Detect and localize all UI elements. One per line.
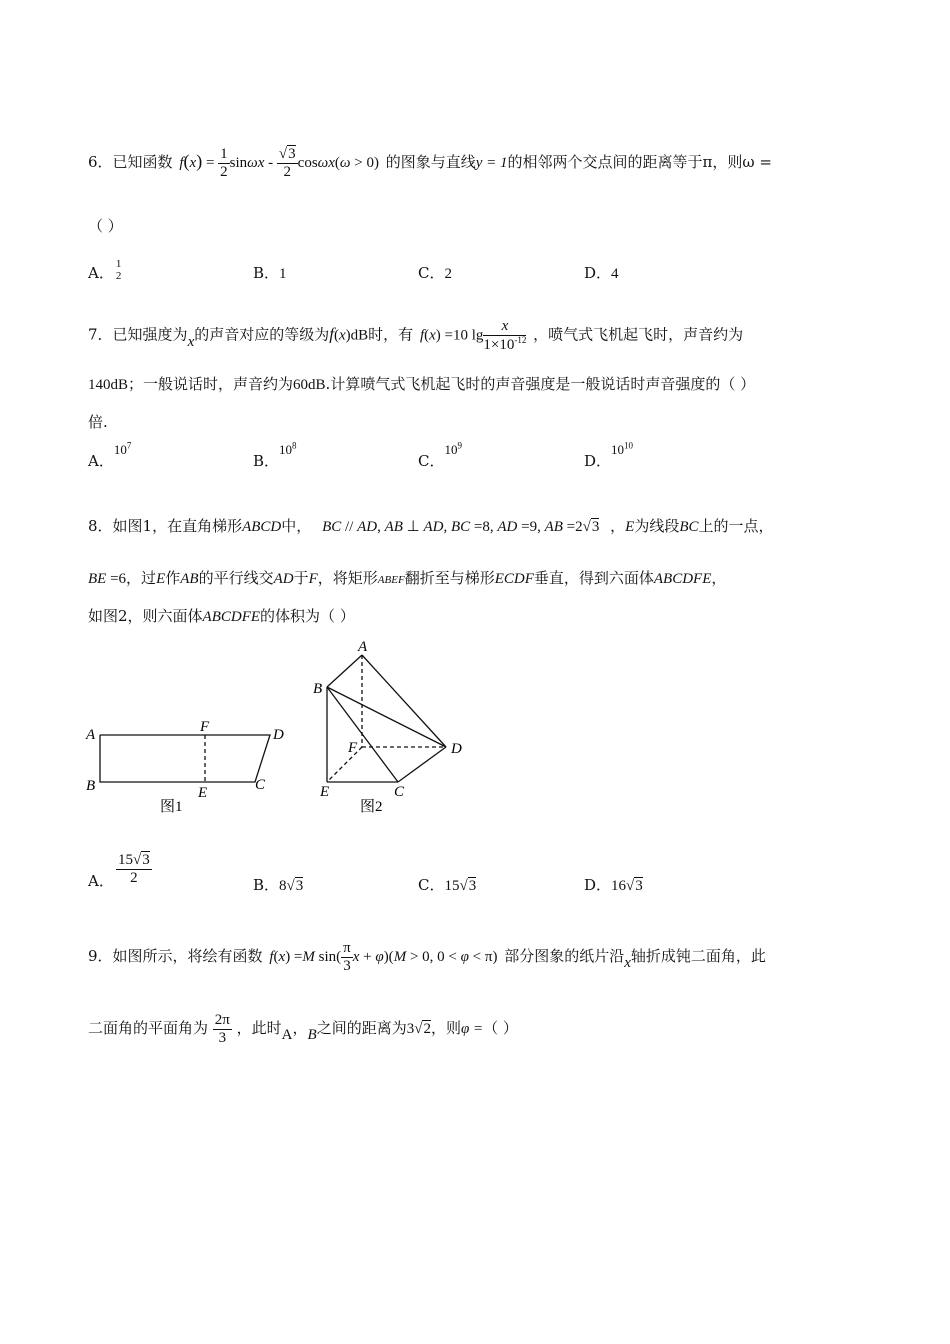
fig1-label-f: F (200, 719, 210, 735)
q7-option-a[interactable]: A．$10^7$ (88, 440, 132, 470)
fig1-label-b: B (86, 778, 96, 794)
fig1-label-d: D (273, 727, 284, 743)
q6-option-a[interactable]: A． 1 2 (88, 258, 122, 283)
fig2-label-f: F (348, 740, 358, 756)
fig2-label-c: C (394, 784, 405, 800)
figure-2 (327, 655, 446, 782)
fig1-label-c: C (255, 777, 266, 793)
figure-1 (100, 735, 270, 782)
fig1-caption: 图1 (160, 799, 183, 815)
q7-line1: 7．已知强度为x的声音对应的等级为f(x)dB时，有 f(x) =10 lg $\frac{x}{1\times 10^{-12}}$ ，喷气式飞机起飞时，声音约为 (88, 318, 744, 353)
q6-line1 (88, 146, 772, 180)
fig2-caption: 图2 (360, 799, 383, 815)
q9-line1: 9．如图所示，将绘有函数 f(x) =M sin( $\frac{\pi}{3}$ x + φ)(M > 0, 0 < φ < π) 部分图象的纸片沿x轴折成钝二面角，此 (88, 940, 766, 974)
fig2-label-b: B (313, 681, 323, 697)
q7-option-d[interactable]: D．$10^{10}$ (584, 440, 634, 470)
q6-middle: 的图象与直线 (385, 153, 476, 171)
q8-line1: 8．如图1，在直角梯形ABCD中， BC // AD, AB ⊥ AD, BC =8, AD =9, AB =2√3 ，E为线段BC上的一点， (88, 517, 774, 535)
q8-option-d[interactable]: D．16√3 (584, 876, 643, 894)
fig2-label-a: A (358, 639, 368, 655)
q9-line2: 二面角的平面角为 $\frac{2\pi}{3}$ ，此时A，B之间的距离为3√2，则φ =（ ） (88, 1012, 518, 1046)
q7-line2: 140dB；一般说话时，声音约为60dB.计算喷气式飞机起飞时的声音强度是一般说话时声音强度的（ ） (88, 375, 756, 393)
q6-option-c[interactable]: C．2 (418, 264, 452, 282)
q6-prefix: 已知函数 (112, 153, 173, 171)
fig1-label-e: E (198, 785, 208, 801)
q6-line-eq: y = 1 (475, 155, 508, 171)
q7-option-c[interactable]: C．$10^9$ (418, 440, 462, 470)
q6-formula: f(x) = $\frac{1}{2}$ sinωx - $\frac{√3}{2}$ cosωx(ω > 0) (179, 146, 379, 180)
q8-option-a[interactable]: A． (88, 872, 114, 890)
q9-formula: f(x) =M sin( $\frac{\pi}{3}$ x + φ)(M > 0, 0 < φ < π) (269, 940, 498, 974)
q9-angle: $\frac{2\pi}{3}$ (214, 1012, 230, 1046)
fig2-label-d: D (451, 741, 462, 757)
q7-line3: 倍. (88, 413, 108, 431)
q8-option-b[interactable]: B．8√3 (253, 876, 304, 894)
q6-option-b[interactable]: B．1 (253, 264, 287, 282)
q6-paren: （ ） (88, 217, 123, 235)
q8-option-c[interactable]: C．15√3 (418, 876, 477, 894)
q7-formula: f(x) =10 lg $\frac{x}{1\times 10^{-12}}$ (419, 318, 527, 353)
q8-line3: 如图2，则六面体ABCDFE的体积为（ ） (88, 607, 355, 625)
q6-option-d[interactable]: D．4 (584, 264, 619, 282)
q8-line2: BE =6，过E作AB的平行线交AD于F，将矩形ABEF翻折至与梯形ECDF垂直，得到六面体ABCDFE， (88, 569, 727, 587)
q6-suffix: 的相邻两个交点间的距离等于π，则ω = (507, 153, 772, 171)
q8-figures (80, 630, 480, 825)
fig1-label-a: A (86, 727, 96, 743)
q7-option-b[interactable]: B．$10^8$ (253, 440, 297, 470)
fig1-trapezoid (100, 735, 270, 782)
q6-number: 6． (88, 153, 113, 171)
fig2-label-e: E (320, 784, 330, 800)
exam-page: 6．已知函数 f(x) = $\frac{1}{2}$ sinωx - $\frac{√3}{2}$ cosωx(ω > 0) 的图象与直线y = 1的相邻两个交点间的距离等于π，则ω = （ ） A． 1 2 B．1 C．2 D．4 7．已知强度为x的声音对应的等级为f(x)dB时，有 f(x) =10 lg $\frac{x}{1\times 10^{-12}}$ ，喷气式飞机起飞时，声音约为 140dB；一般说话时，声音约为60dB.计算喷气式飞机起飞时的声音强度是一般说话时声音强度的（ ） 倍. A．$10^7$ B．$10^8$ C．$10^9$ D．$10^{10}$ 8．如图1，在直角梯形ABCD中， BC // AD, AB ⊥ AD, BC =8, AD =9, AB =2√3 ，E为线段BC上的一点， BE =6，过E作AB的平行线交AD于F，将矩形ABEF翻折至与梯形ECDF垂直，得到六面体ABCDFE， 如图2，则六面体ABCDFE的体积为（ ） A B F D C E 图1 A B F D C E 图2 A． $\frac{15√3}{2}$ B．8√3 C．15√3 D．16√3 9．如图所示，将绘有函数 f(x) =M sin( $\frac{\pi}{3}$ x + φ)(M > 0, 0 < φ < π) 部分图象的纸片沿x轴折成钝二面角，此 二面角的平面角为 $\frac{2\pi}{3}$ ，此时A，B之间的距离为3√2，则φ =（ ） (0, 0, 950, 1344)
